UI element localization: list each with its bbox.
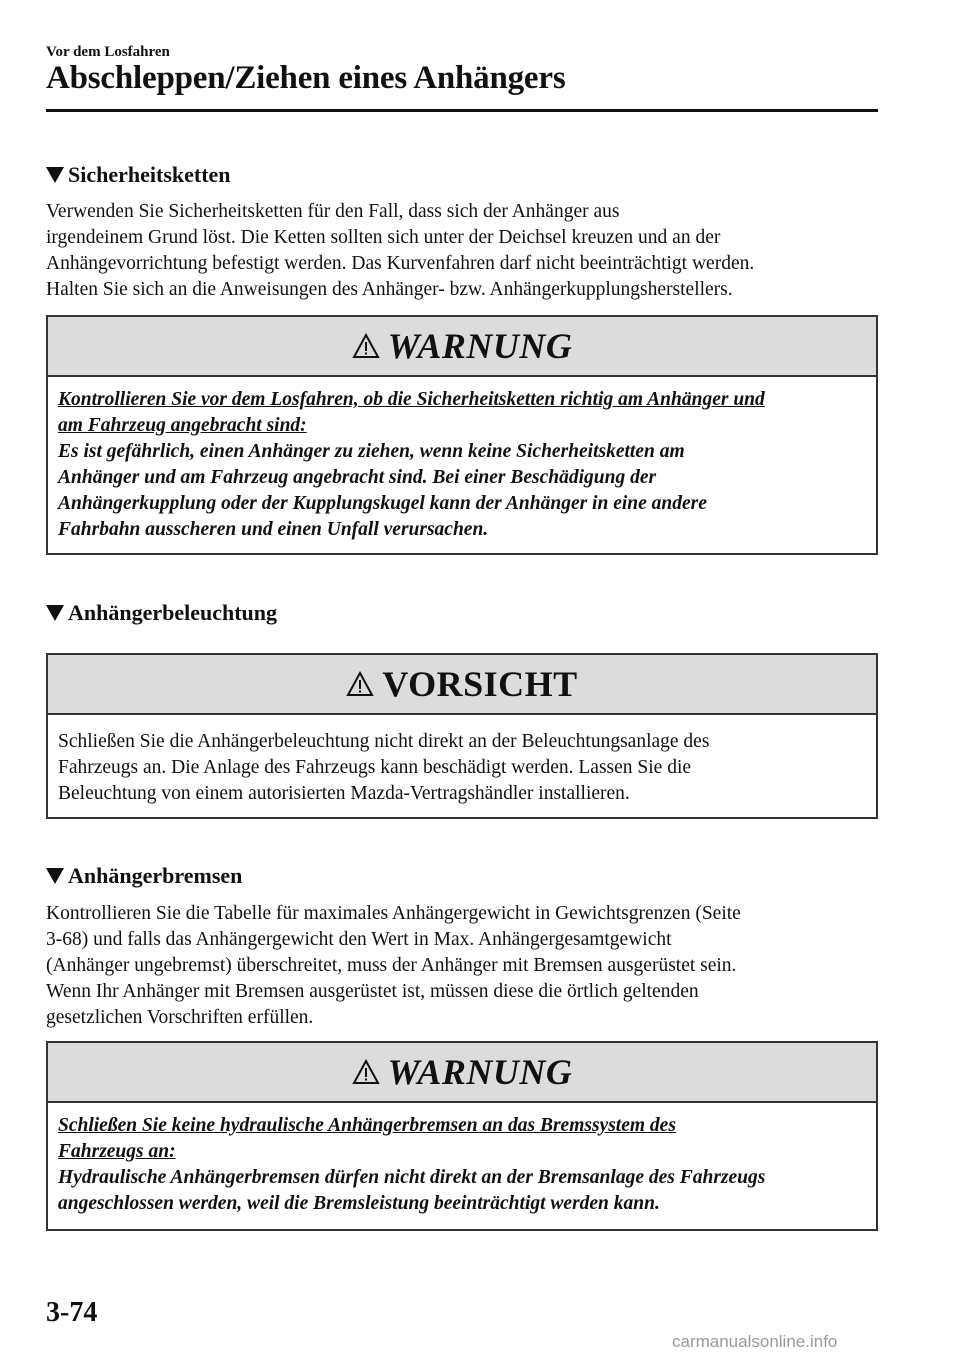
section-heading-brakes (46, 863, 242, 889)
warning-text-line: Es ist gefährlich, einen Anhänger zu ziehen, wenn keine Sicherheitsketten am (58, 441, 685, 462)
warning-triangle-icon (352, 333, 380, 359)
warning-text-line: angeschlossen werden, weil die Bremsleistung beeinträchtigt werden kann. (58, 1193, 660, 1214)
caution-text-line: Beleuchtung von einem autorisierten Mazda-Vertragshändler installieren. (58, 783, 630, 804)
warning-label: WARNUNG (387, 326, 573, 366)
warning-text-line: Anhängerkupplung oder der Kupplungskugel kann der Anhänger in eine andere (58, 493, 707, 514)
warning-body (48, 377, 876, 555)
warning-box-safety-chains (46, 315, 878, 555)
warning-label: WARNUNG (387, 1052, 573, 1092)
warning-lead-line: Kontrollieren Sie vor dem Losfahren, ob die Sicherheitsketten richtig am Anhänger und (58, 389, 765, 410)
safety-chains-paragraph: Verwenden Sie Sicherheitsketten für den Fall, dass sich der Anhänger aus irgendeinem Grund löst. Die Ketten sollten sich unter der Deichsel kreuzen und an der Anhängevorrichtung befestigt werden. Das Kurvenfahren darf nicht beeinträchtigt werden. Halten Sie sich an die Anweisungen des Anhänger- bzw. Anhängerkupplungsherstellers. (46, 201, 755, 300)
page-number: 3-74 (46, 1297, 98, 1328)
warning-text-line: Anhänger und am Fahrzeug angebracht sind. Bei einer Beschädigung der (58, 467, 657, 488)
section-heading-text: Anhängerbremsen (68, 863, 243, 888)
page-title: Abschleppen/Ziehen eines Anhängers (46, 60, 566, 96)
triangle-down-icon (46, 167, 64, 183)
triangle-down-icon (46, 605, 64, 621)
warning-text-line: Hydraulische Anhängerbremsen dürfen nicht direkt an der Bremsanlage des Fahrzeugs (58, 1167, 766, 1188)
warning-body (48, 1103, 876, 1229)
section-heading-lighting (46, 600, 277, 626)
warning-lead-line: am Fahrzeug angebracht sind: (58, 415, 307, 436)
triangle-down-icon (46, 868, 64, 884)
watermark: carmanualsonline.info (672, 1332, 838, 1351)
section-heading-text: Anhängerbeleuchtung (68, 600, 278, 625)
caution-box-lighting (46, 653, 878, 819)
section-heading-safety-chains (46, 162, 231, 188)
caution-header (48, 655, 876, 715)
brakes-paragraph: Kontrollieren Sie die Tabelle für maximales Anhängergewicht in Gewichtsgrenzen (Seite 3-68) und falls das Anhängergewicht den Wert in Max. Anhängergesamtgewicht (Anhänger ungebremst) überschreitet, muss der Anhänger mit Bremsen ausgerüstet sein. Wenn Ihr Anhänger mit Bremsen ausgerüstet ist, müssen diese die örtlich geltenden gesetzlichen Vorschriften erfüllen. (46, 903, 741, 1028)
warning-lead-line: Schließen Sie keine hydraulische Anhängerbremsen an das Bremssystem des (58, 1115, 676, 1136)
caution-text-line: Fahrzeugs an. Die Anlage des Fahrzeugs kann beschädigt werden. Lassen Sie die (58, 757, 692, 778)
title-divider (46, 109, 878, 112)
warning-header (48, 1043, 876, 1103)
caution-body (48, 715, 876, 819)
section-heading-text: Sicherheitsketten (68, 162, 231, 187)
warning-header (48, 317, 876, 377)
warning-box-brakes (46, 1041, 878, 1231)
caution-text-line: Schließen Sie die Anhängerbeleuchtung nicht direkt an der Beleuchtungsanlage des (58, 731, 710, 752)
chapter-label: Vor dem Losfahren (46, 44, 170, 60)
warning-triangle-icon (346, 671, 374, 697)
warning-triangle-icon (352, 1059, 380, 1085)
caution-label: VORSICHT (382, 664, 578, 704)
warning-lead-line: Fahrzeugs an: (58, 1141, 176, 1162)
warning-text-line: Fahrbahn ausscheren und einen Unfall verursachen. (58, 519, 489, 540)
